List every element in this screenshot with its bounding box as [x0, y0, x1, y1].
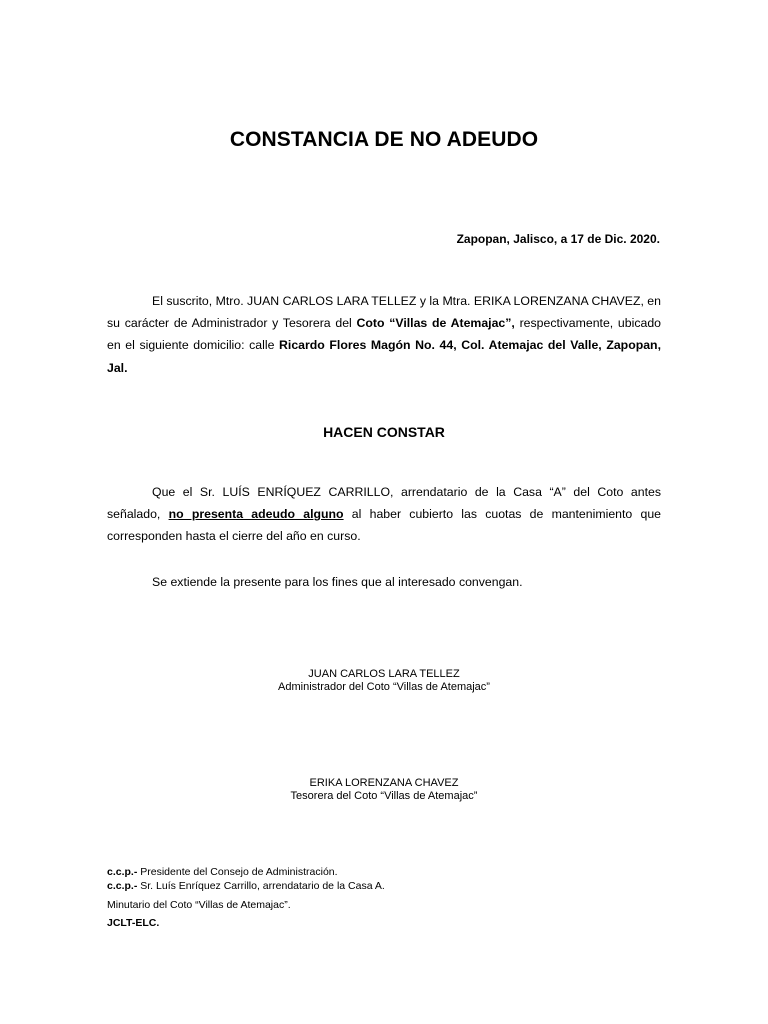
signature-role: Administrador del Coto “Villas de Atemajac”: [278, 681, 490, 693]
statement-emphasis: no presenta adeudo alguno: [168, 507, 344, 522]
intro-paragraph: [107, 290, 661, 379]
ccp-line: [107, 866, 338, 879]
intro-bold-address: Ricardo Flores Magón No. 44, Col. Atemajac del Valle, Zapopan, Jal.: [107, 338, 661, 375]
intro-text-1: El suscrito, Mtro. JUAN CARLOS LARA TELLEZ y la Mtra. ERIKA LORENZANA CHAVEZ, en su carácter de Administrador y Tesorera del: [107, 294, 661, 331]
statement-text-2: al haber cubierto las cuotas de mantenimiento que corresponden hasta el cierre del año en curso.: [107, 507, 662, 544]
closing-paragraph: [107, 571, 661, 593]
ccp-text: Presidente del Consejo de Administración.: [137, 866, 338, 878]
document-title: CONSTANCIA DE NO ADEUDO: [229, 128, 539, 151]
signature-name: ERIKA LORENZANA CHAVEZ: [309, 777, 459, 789]
ccp-label: c.c.p.-: [107, 880, 138, 892]
section-heading: HACEN CONSTAR: [323, 424, 445, 440]
intro-bold-coto: Coto “Villas de Atemajac”,: [356, 316, 515, 331]
ccp-label: c.c.p.-: [107, 866, 138, 878]
ccp-line: [107, 880, 385, 893]
signature-block-tesorera: [0, 777, 768, 803]
date-line: Zapopan, Jalisco, a 17 de Dic. 2020.: [456, 232, 660, 246]
signature-role: Tesorera del Coto “Villas de Atemajac”: [290, 790, 478, 802]
minutario-line: Minutario del Coto “Villas de Atemajac”.: [107, 899, 291, 911]
statement-text-1: Que el Sr. LUÍS ENRÍQUEZ CARRILLO, arrendatario de la Casa “A” del Coto antes señalado,: [107, 485, 661, 522]
statement-paragraph: [107, 481, 661, 548]
intro-text-2: respectivamente, ubicado en el siguiente domicilio: calle: [107, 316, 661, 353]
signature-name: JUAN CARLOS LARA TELLEZ: [308, 668, 460, 680]
initials-line: JCLT-ELC.: [107, 917, 160, 929]
closing-text: Se extiende la presente para los fines que al interesado convengan.: [152, 575, 523, 589]
ccp-text: Sr. Luís Enríquez Carrillo, arrendatario de la Casa A.: [137, 880, 385, 892]
signature-block-administrador: [0, 668, 768, 694]
